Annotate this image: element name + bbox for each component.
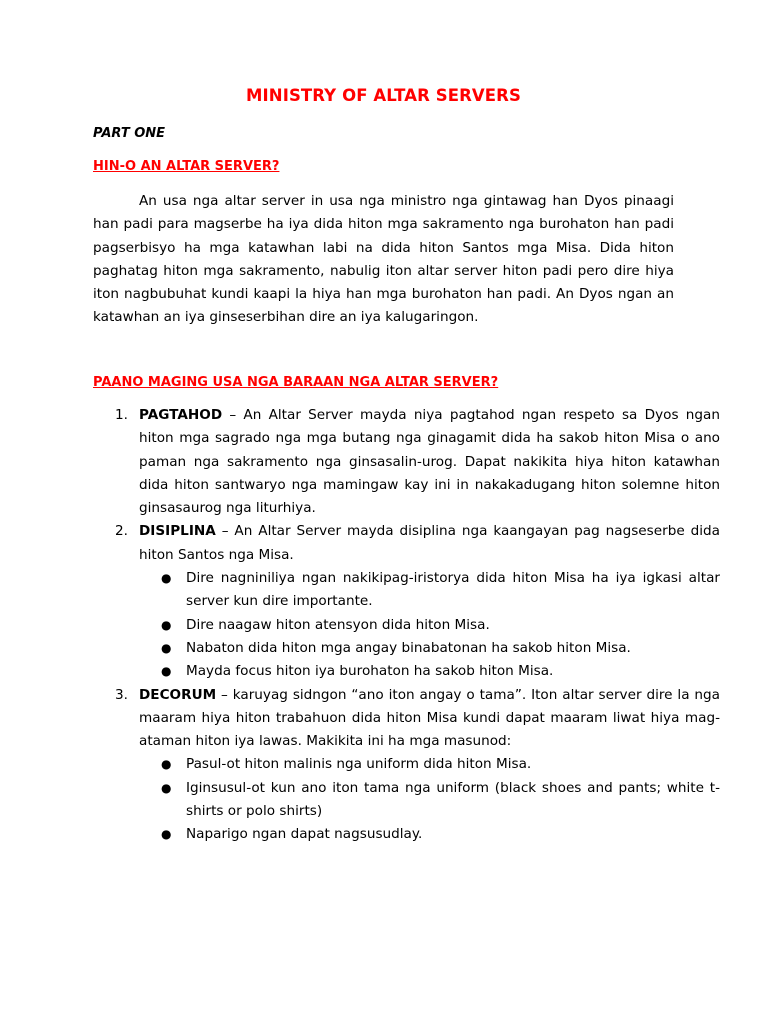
document-title: MINISTRY OF ALTAR SERVERS (246, 86, 521, 105)
bullet-item (161, 777, 720, 824)
section-heading-paano: PAANO MAGING USA NGA BARAAN NGA ALTAR SERVER? (93, 375, 499, 390)
bullet-text: Mayda focus hiton iya burohaton ha sakob hiton Misa. (186, 663, 554, 680)
list-item-term: DISIPLINA (139, 523, 216, 540)
bullet-item (161, 614, 720, 637)
bullet-item (161, 567, 720, 614)
bullet-dot-icon: ● (161, 617, 172, 632)
bullet-dot-icon: ● (161, 640, 172, 655)
bullet-item (161, 823, 720, 846)
list-item-term: PAGTAHOD (139, 407, 223, 423)
list-item-term: DECORUM (139, 686, 217, 703)
bullet-text: Naparigo ngan dapat nagsusudlay. (186, 826, 423, 843)
list-item-decorum (115, 684, 720, 847)
bullet-item (161, 637, 720, 660)
bullet-item (161, 753, 720, 776)
list-item-text: – An Altar Server mayda niya pagtahod ngan respeto sa Dyos ngan hiton mga sagrado nga mga butang nga ginagamit dida ha sakob hiton Misa o ano paman nga sakramento nga ginsasalin-urog. Dapat nakikita hiya hiton katawhan dida hiton santwaryo nga mamingaw kay ini in nakakadugang hiton solemne hiton ginsasaurog nga liturhiya. (139, 407, 720, 517)
bullet-dot-icon: ● (161, 827, 172, 842)
section-heading-hin-o: HIN-O AN ALTAR SERVER? (93, 159, 280, 174)
bullet-dot-icon: ● (161, 664, 172, 679)
bullet-list (139, 753, 720, 846)
bullet-text: Nabaton dida hiton mga angay binabatonan ha sakob hiton Misa. (186, 639, 631, 656)
list-item-disiplina (115, 520, 720, 683)
numbered-list (93, 404, 720, 847)
part-label: PART ONE (93, 126, 166, 141)
list-item-text: – karuyag sidngon “ano iton angay o tama”. Iton altar server dire la nga maaram hiya hiton trabahuon dida hiton Misa kundi dapat maaram liwat hiya mag-ataman hiton iya lawas. Makikita ini ha mga masunod: (139, 686, 720, 750)
bullet-text: Dire nagniniliya ngan nakikipag-iristorya dida hiton Misa ha iya igkasi altar server kun dire importante. (186, 570, 720, 610)
list-number: 2. (115, 523, 128, 540)
bullet-dot-icon: ● (161, 780, 172, 795)
list-number: 1. (115, 407, 128, 423)
bullet-list (139, 567, 720, 683)
list-item-text: – An Altar Server mayda disiplina nga kaangayan pag nagseserbe dida hiton Santos nga Misa. (139, 523, 720, 563)
bullet-text: Dire naagaw hiton atensyon dida hiton Misa. (186, 616, 490, 633)
bullet-text: Iginsusul-ot kun ano iton tama nga uniform (black shoes and pants; white t-shirts or polo shirts) (186, 779, 720, 820)
list-item-pagtahod (115, 404, 720, 520)
section-paragraph: An usa nga altar server in usa nga ministro nga gintawag han Dyos pinaagi han padi para magserbe ha iya dida hiton mga sakramento nga burohaton han padi pagserbisyo ha mga katawhan labi na dida hiton Santos mga Misa. Dida hiton paghatag hiton mga sakramento, nabulig iton altar server hiton padi pero dire hiya iton nagbubuhat kundi kaapi la hiya han mga burohaton han padi. An Dyos ngan an katawhan an iya ginseserbihan dire an iya kalugaringon. (93, 193, 674, 326)
bullet-dot-icon: ● (161, 757, 172, 772)
list-number: 3. (115, 686, 128, 703)
bullet-item (161, 660, 720, 683)
bullet-dot-icon: ● (161, 571, 172, 586)
bullet-text: Pasul-ot hiton malinis nga uniform dida hiton Misa. (186, 756, 532, 773)
